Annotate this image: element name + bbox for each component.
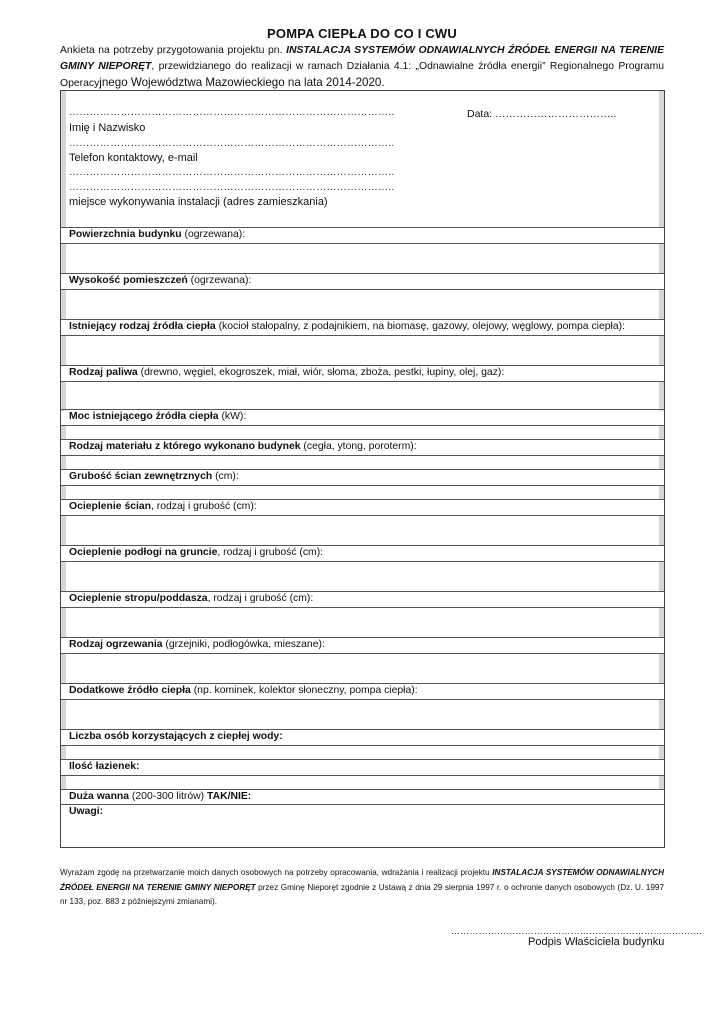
field-question (69, 470, 239, 484)
field-question (69, 760, 139, 774)
intro-text-1: Ankieta na potrzeby przygotowania projektu pn. (60, 45, 287, 56)
address-input-line-1[interactable]: ………………………………………………………………………………….. (69, 167, 395, 178)
field-question (69, 274, 251, 288)
field-label-row (61, 637, 664, 653)
field-question-hint: (ogrzewana): (187, 275, 252, 286)
field-question-bold: Ilość łazienek: (69, 761, 140, 772)
field-answer-box[interactable] (61, 425, 664, 439)
field-question-bold: Dodatkowe źródło ciepła (69, 685, 191, 696)
signature-line[interactable]: ………………………………………………………………………. (451, 926, 703, 936)
field-question-bold: Moc istniejącego źródła ciepła (69, 411, 219, 422)
field-answer-box[interactable] (61, 243, 664, 273)
consent-paragraph (60, 866, 664, 910)
field-label-row (61, 365, 664, 381)
field-answer-box[interactable] (61, 561, 664, 591)
field-label-row (61, 273, 664, 289)
field-question-bold: Grubość ścian zewnętrznych (69, 471, 213, 482)
field-question (69, 500, 257, 514)
field-question (69, 790, 251, 804)
field-question-bold: Liczba osób korzystających z ciepłej wody: (69, 731, 283, 742)
field-question (69, 730, 283, 744)
consent-text-2: przez Gminę Nieporęt zgodnie z Ustawą z dnia 29 sierpnia 1997 r. o ochronie danych osobowych (Dz. U. 1997 nr 133, poz. 883 z późniejszymi zmianami). (60, 882, 664, 906)
survey-form (60, 90, 665, 848)
field-question (69, 546, 323, 560)
field-question (69, 592, 313, 606)
field-label-row (61, 319, 664, 335)
field-question (69, 228, 245, 242)
field-label-row (61, 499, 664, 515)
field-question-hint: (grzejniki, podłogówka, mieszane): (162, 639, 325, 650)
field-label-row (61, 439, 664, 455)
field-label-row (61, 789, 664, 803)
intro-project-name: INSTALACJA SYSTEMÓW ODNAWIALNYCH ŹRÓDEŁ ENERGII NA TERENIE GMINY NIEPORĘT (60, 45, 664, 72)
field-question (69, 320, 625, 334)
field-question-hint: (cegła, ytong, poroterm): (300, 441, 417, 452)
address-input-line-2[interactable]: ………………………………………………………………………………….. (69, 182, 395, 193)
field-question (69, 410, 246, 424)
field-answer-box[interactable] (61, 515, 664, 545)
field-question-bold: Uwagi: (69, 806, 104, 817)
field-question-bold: Rodzaj ogrzewania (69, 639, 163, 650)
field-question-hint: (kocioł stałopalny, z podajnikiem, na biomasę, gazowy, olejowy, węglowy, pompa ciepła): (215, 321, 625, 332)
field-question (69, 684, 418, 698)
field-question (69, 638, 325, 652)
field-question-bold: TAK/NIE: (207, 791, 252, 802)
name-label: Imię i Nazwisko (69, 122, 146, 134)
field-answer-box[interactable] (61, 653, 664, 683)
field-question-hint: (kW): (218, 411, 247, 422)
field-label-row (61, 683, 664, 699)
field-question-hint: , rodzaj i grubość (cm): (207, 593, 314, 604)
name-input-line[interactable]: ………………………………………………………………………………….. (69, 107, 395, 118)
field-question-hint: , rodzaj i grubość (cm): (217, 547, 324, 558)
intro-text-2: , przewidzianego do realizacji w ramach Działania 4.1: „Odnawialne źródła energii” Regionalnego Programu Operacy (60, 61, 664, 89)
field-label-row (61, 759, 664, 775)
intro-paragraph (60, 43, 664, 92)
field-question-bold: Rodzaj paliwa (69, 367, 138, 378)
field-question-bold: Duża wanna (69, 791, 130, 802)
date-field[interactable]: Data: …………………………….. (467, 108, 617, 120)
field-question-bold: Powierzchnia budynku (69, 229, 182, 240)
field-question-bold: Istniejący rodzaj źródła ciepła (69, 321, 216, 332)
field-question-hint: (200-300 litrów) (129, 791, 208, 802)
field-label-row (61, 804, 664, 848)
field-label-row (61, 729, 664, 745)
field-question-bold: Ocieplenie stropu/poddasza (69, 593, 208, 604)
field-answer-box[interactable] (61, 775, 664, 789)
right-shading (659, 91, 664, 227)
field-answer-box[interactable] (61, 289, 664, 319)
field-question-bold: Rodzaj materiału z którego wykonano budynek (69, 441, 301, 452)
field-question-bold: Wysokość pomieszczeń (69, 275, 188, 286)
signature-label: Podpis Właściciela budynku (528, 936, 665, 948)
field-answer-box[interactable] (61, 699, 664, 729)
personal-data-section (61, 91, 664, 227)
field-question-bold: Ocieplenie podłogi na gruncie (69, 547, 218, 558)
field-label-row (61, 227, 664, 243)
field-question (69, 805, 103, 819)
field-question-hint: (drewno, węgiel, ekogroszek, miał, wiór, słoma, zboża, pestki, łupiny, olej, gaz): (137, 367, 505, 378)
field-answer-box[interactable] (61, 455, 664, 469)
phone-input-line[interactable]: ………………………………………………………………………………….. (69, 138, 395, 149)
field-label-row (61, 409, 664, 425)
field-answer-box[interactable] (61, 485, 664, 499)
field-question-bold: Ocieplenie ścian (69, 501, 152, 512)
phone-label: Telefon kontaktowy, e-mail (69, 152, 198, 164)
field-question-hint: (ogrzewana): (181, 229, 246, 240)
field-answer-box[interactable] (61, 335, 664, 365)
field-answer-box[interactable] (61, 745, 664, 759)
field-question-hint: (cm): (212, 471, 239, 482)
consent-project-name: INSTALACJA SYSTEMÓW ODNAWIALNYCH ŹRÓDEŁ ENERGII NA TERENIE GMINY NIEPORĘT (60, 868, 664, 892)
field-label-row (61, 591, 664, 607)
field-label-row (61, 469, 664, 485)
field-question (69, 366, 504, 380)
address-label: miejsce wykonywania instalacji (adres zamieszkania) (69, 196, 328, 208)
field-label-row (61, 545, 664, 561)
field-answer-box[interactable] (61, 381, 664, 411)
form-title: POMPA CIEPŁA DO CO I CWU (267, 26, 457, 41)
left-shading (61, 91, 66, 227)
field-question-hint: , rodzaj i grubość (cm): (151, 501, 257, 512)
field-answer-box[interactable] (61, 607, 664, 637)
field-question-hint: (np. kominek, kolektor słoneczny, pompa ciepła): (190, 685, 418, 696)
intro-text-3: jnego Województwa Mazowieckiego na lata 2014-2020. (99, 76, 385, 89)
consent-text-1: Wyrażam zgodę na przetwarzanie moich danych osobowych na potrzeby opracowania, wdrażania i realizacji projektu (60, 868, 493, 877)
field-question (69, 440, 417, 454)
